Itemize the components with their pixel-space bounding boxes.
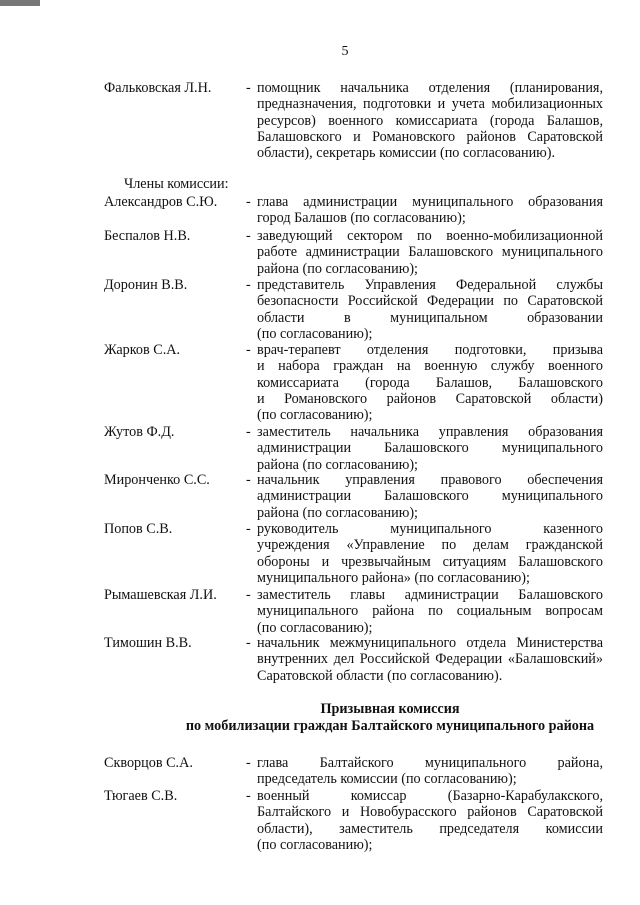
description-line: района (по согласованию); (257, 260, 418, 277)
dash-separator: - (246, 424, 251, 440)
description-line: начальник межмуниципального отдела Министерства (257, 635, 603, 651)
description-line: руководитель муниципального казенного (257, 521, 603, 537)
dash-separator: - (246, 80, 251, 96)
description-line: помощник начальника отделения (планирования, (257, 80, 603, 96)
member-description (257, 342, 603, 423)
dash-separator: - (246, 635, 251, 651)
dash-separator: - (246, 228, 251, 244)
member-description (257, 80, 603, 161)
member-description (257, 277, 603, 342)
dash-separator: - (246, 194, 251, 210)
description-line: глава Балтайского муниципального района, (257, 755, 603, 771)
description-line: обороны и чрезвычайным ситуациям Балашовского (257, 553, 603, 570)
member-description (257, 194, 603, 227)
dash-separator: - (246, 472, 251, 488)
description-line: (по согласованию); (257, 325, 373, 342)
member-name: Рымашевская Л.И. (104, 587, 217, 603)
description-line: района (по согласованию); (257, 456, 418, 473)
members-label: Члены комиссии: (124, 176, 229, 192)
description-line: (по согласованию); (257, 619, 373, 636)
description-line: работе администрации Балашовского муниципального (257, 244, 603, 261)
member-name: Жарков С.А. (104, 342, 181, 358)
member-name: Беспалов Н.В. (104, 228, 191, 244)
description-line: внутренних дел Российской Федерации «Балашовский» (257, 651, 603, 668)
description-line: город Балашов (по согласованию); (257, 210, 466, 227)
section-title: Призывная комиссия (320, 701, 460, 717)
dash-separator: - (246, 788, 251, 804)
description-line: представитель Управления Федеральной службы (257, 277, 603, 293)
dash-separator: - (246, 277, 251, 293)
member-description (257, 587, 603, 636)
member-description (257, 788, 603, 853)
description-line: врач-терапевт отделения подготовки, призыва (257, 342, 603, 358)
description-line: Балашовского и Романовского районов Саратовской (257, 128, 603, 145)
description-line: и набора граждан на военную службу военного (257, 358, 603, 375)
member-description (257, 755, 603, 788)
member-name: Миронченко С.С. (104, 472, 210, 488)
dash-separator: - (246, 587, 251, 603)
member-name: Тюгаев С.В. (104, 788, 178, 804)
description-line: муниципального района по социальным вопросам (257, 603, 603, 620)
description-line: председатель комиссии (по согласованию); (257, 771, 517, 788)
description-line: учреждения «Управление по делам гражданской (257, 537, 603, 554)
member-name: Скворцов С.А. (104, 755, 193, 771)
description-line: ресурсов) военного комиссариата (города Балашов, (257, 112, 603, 129)
member-name: Александров С.Ю. (104, 194, 218, 210)
member-name: Попов С.В. (104, 521, 173, 537)
scan-corner-mark (0, 0, 40, 6)
description-line: Балтайского и Новобурасского районов Саратовской (257, 804, 603, 821)
member-name: Фальковская Л.Н. (104, 80, 212, 96)
description-line: (по согласованию); (257, 836, 373, 853)
description-line: области), заместитель председателя комиссии (257, 820, 603, 837)
member-description (257, 424, 603, 473)
page-number: 5 (341, 44, 349, 59)
description-line: комиссариата (города Балашов, Балашовского (257, 374, 603, 391)
member-name: Доронин В.В. (104, 277, 188, 293)
description-line: военный комиссар (Базарно-Карабулакского, (257, 788, 603, 804)
member-name: Тимошин В.В. (104, 635, 192, 651)
member-name: Жутов Ф.Д. (104, 424, 175, 440)
description-line: заместитель начальника управления образования (257, 424, 603, 440)
dash-separator: - (246, 342, 251, 358)
description-line: заместитель главы администрации Балашовского (257, 587, 603, 603)
description-line: области), секретарь комиссии (по согласованию). (257, 145, 556, 162)
description-line: безопасности Российской Федерации по Саратовской (257, 293, 603, 310)
description-line: глава администрации муниципального образования (257, 194, 603, 210)
description-line: администрации Балашовского муниципального (257, 488, 603, 505)
member-description (257, 228, 603, 277)
description-line: и Романовского районов Саратовской области) (257, 390, 603, 407)
description-line: заведующий сектором по военно-мобилизационной (257, 228, 603, 244)
description-line: начальник управления правового обеспечения (257, 472, 603, 488)
dash-separator: - (246, 521, 251, 537)
description-line: района (по согласованию); (257, 504, 418, 521)
dash-separator: - (246, 755, 251, 771)
description-line: администрации Балашовского муниципального (257, 440, 603, 457)
member-description (257, 521, 603, 586)
member-description (257, 472, 603, 521)
section-subtitle: по мобилизации граждан Балтайского муниципального района (185, 718, 595, 734)
description-line: Саратовской области (по согласованию). (257, 667, 503, 684)
member-description (257, 635, 603, 684)
description-line: муниципального района» (по согласованию); (257, 569, 530, 586)
description-line: (по согласованию); (257, 407, 373, 424)
description-line: области в муниципальном образовании (257, 309, 603, 326)
description-line: предназначения, подготовки и учета мобилизационных (257, 96, 603, 113)
